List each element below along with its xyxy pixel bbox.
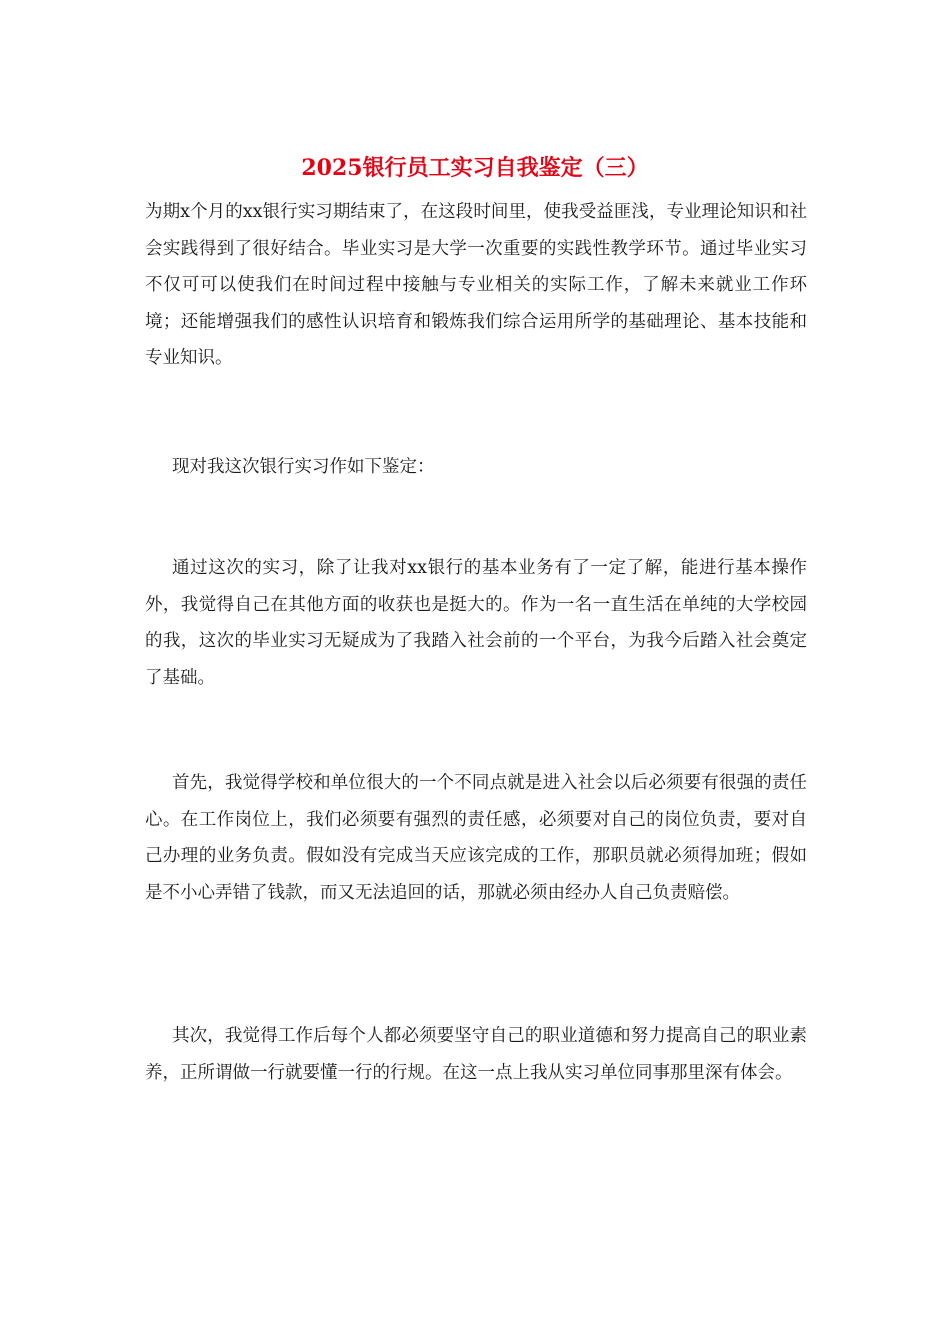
paragraph-internship-gains: 通过这次的实习，除了让我对xx银行的基本业务有了一定了解，能进行基本操作外，我觉得自己在其他方面的收获也是挺大的。作为一名一直生活在单纯的大学校园的我，这次的毕业实习无疑成为了我踏入社会前的一个平台，为我今后踏入社会奠定了基础。 (145, 558, 807, 688)
document-title: 2025银行员工实习自我鉴定（三） (301, 155, 649, 181)
paragraph-professional-ethics: 其次，我觉得工作后每个人都必须要坚守自己的职业道德和努力提高自己的职业素养，正所谓做一行就要懂一行的行规。在这一点上我从实习单位同事那里深有体会。 (145, 1026, 807, 1083)
paragraph-intro: 为期x个月的xx银行实习期结束了，在这段时间里，使我受益匪浅，专业理论知识和社会实践得到了很好结合。毕业实习是大学一次重要的实践性教学环节。通过毕业实习不仅可可以使我们在时间过程中接触与专业相关的实际工作，了解未来就业工作环境；还能增强我们的感性认识培育和锻炼我们综合运用所学的基础理论、基本技能和专业知识。 (145, 202, 807, 369)
paragraph-responsibility: 首先，我觉得学校和单位很大的一个不同点就是进入社会以后必须要有很强的责任心。在工作岗位上，我们必须要有强烈的责任感，必须要对自己的岗位负责，要对自己办理的业务负责。假如没有完成当天应该完成的工作，那职员就必须得加班；假如是不小心弄错了钱款，而又无法追回的话，那就必须由经办人自己负责赔偿。 (145, 773, 807, 903)
paragraph-appraisal-lead: 现对我这次银行实习作如下鉴定： (172, 457, 435, 477)
